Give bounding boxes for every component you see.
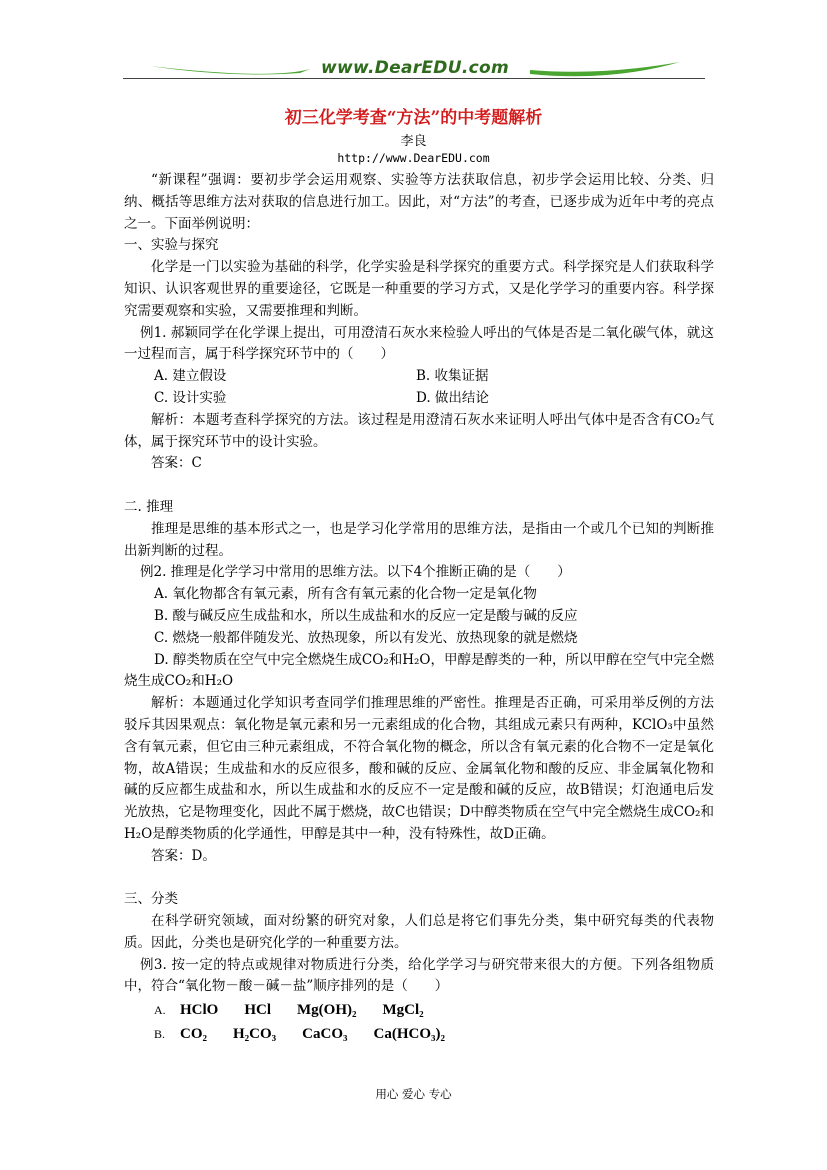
section-heading: 三、分类 (124, 891, 178, 908)
section-heading: 一、实验与探究 (124, 237, 219, 254)
formula: H₂CO₃ (233, 1026, 277, 1043)
formula: HClO (180, 1002, 219, 1019)
option-letter: B. (154, 1027, 166, 1042)
formula: CO₂ (180, 1026, 207, 1043)
intro-paragraph: “新课程”强调：要初步学会运用观察、实验等方法获取信息，初步学会运用比较、分类、归纳、概括等思维方法对获取的信息进行加工。因此，对“方法”的考查，已逐步成为近年中考的亮点之一。下面举例说明： (124, 172, 714, 232)
option-d: D. 做出结论 (416, 389, 489, 406)
page-title: 初三化学考查“方法”的中考题解析 (284, 108, 543, 128)
option-a: A. 氧化物都含有氧元素，所有含有氧元素的化合物一定是氧化物 (154, 586, 537, 603)
formula: Mg(OH)₂ (297, 1002, 357, 1019)
option-row (124, 366, 714, 388)
section-paragraph: 在科学研究领域，面对纷繁的研究对象，人们总是将它们事先分类，集中研究每类的代表物质。因此，分类也是研究化学的一种重要方法。 (124, 913, 714, 951)
option-a: A. 建立假设 (154, 368, 227, 385)
section-paragraph: 推理是思维的基本形式之一，也是学习化学常用的思维方法，是指由一个或几个已知的判断推出新判断的过程。 (124, 520, 714, 559)
answer: 答案：D。 (151, 847, 216, 864)
formula: MgCl₂ (382, 1002, 424, 1019)
option-c: C. 燃烧一般都伴随发光、放热现象，所以有发光、放热现象的就是燃烧 (154, 629, 578, 646)
example-question: 例2. 推理是化学学习中常用的思维方法。以下4个推断正确的是（ ） (140, 564, 571, 581)
option-c: C. 设计实验 (154, 389, 227, 406)
option-b: B. 收集证据 (416, 368, 489, 385)
analysis: 解析：本题考查科学探究的方法。该过程是用澄清石灰水来证明人呼出气体中是否含有CO₂气体，属于探究环节中的设计实验。 (124, 411, 714, 450)
source-url[interactable]: http://www.DearEDU.com (337, 151, 490, 165)
answer: 答案：C (151, 455, 202, 472)
section-heading: 二. 推理 (124, 498, 174, 515)
formula: CaCO₃ (302, 1026, 348, 1043)
analysis: 解析：本题通过化学知识考查同学们推理思维的严密性。推理是否正确，可采用举反例的方法驳斥其因果观点：氧化物是氧元素和另一元素组成的化合物，其组成元素只有两种，KClO₃中虽然含有氧元素，但它由三种元素组成，不符合氧化物的概念，所以含有氧元素的化合物不一定是氧化物，故A错误；生成盐和水的反应很多，酸和碱的反应、金属氧化物和酸的反应、非金属氧化物和碱的反应都生成盐和水，所以生成盐和水的反应不一定是酸和碱的反应，故B错误；灯泡通电后发光放热，它是物理变化，因此不属于燃烧，故C也错误；D中醇类物质在空气中完全燃烧生成CO₂和H₂O是醇类物质的化学通性，甲醇是其中一种，没有特殊性，故D正确。 (124, 695, 714, 842)
example-question: 例3. 按一定的特点或规律对物质进行分类，给化学学习与研究带来很大的方便。下列各组物质中，符合“氧化物－酸－碱－盐”顺序排列的是（ ） (124, 956, 714, 995)
formula: Ca(HCO₃)₂ (373, 1026, 445, 1043)
option-row (124, 388, 714, 410)
footer-slogan: 用心 爱心 专心 (375, 1087, 452, 1101)
option-letter: A. (154, 1003, 166, 1018)
formula: HCl (244, 1002, 272, 1019)
formula-option-b (124, 1022, 714, 1046)
example-question: 例1. 郝颖同学在化学课上提出，可用澄清石灰水来检验人呼出的气体是否是二氧化碳气体，就这一过程而言，属于科学探究环节中的（ ） (124, 324, 714, 363)
section-paragraph: 化学是一门以实验为基础的科学，化学实验是科学探究的重要方式。科学探究是人们获取科学知识、认识客观世界的重要途径，它既是一种重要的学习方式，又是化学学习的重要内容。科学探究需要观察和实验，又需要推理和判断。 (124, 259, 714, 319)
formula-option-a (124, 998, 714, 1022)
article-body (124, 170, 714, 1046)
header-rule (123, 78, 705, 79)
author: 李良 (400, 134, 427, 149)
option-d: D. 醇类物质在空气中完全燃烧生成CO₂和H₂O，甲醇是醇类的一种，所以甲醇在空气中完全燃烧生成CO₂和H₂O (124, 651, 714, 690)
option-b: B. 酸与碱反应生成盐和水，所以生成盐和水的反应一定是酸与碱的反应 (154, 607, 578, 624)
site-logo-text[interactable]: www.DearEDU.com (321, 58, 509, 78)
